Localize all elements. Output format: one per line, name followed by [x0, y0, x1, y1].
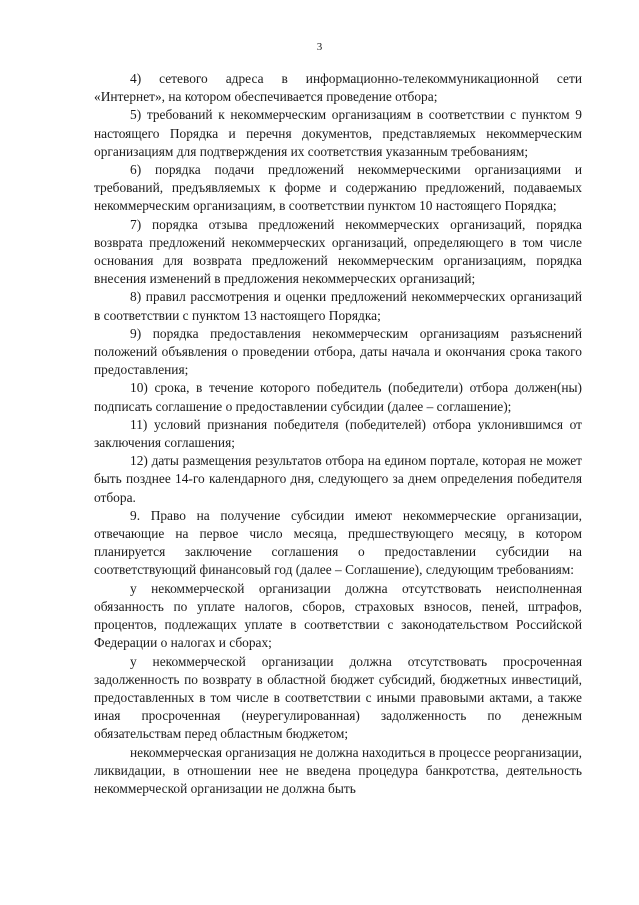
section-9-eligibility: 9. Право на получение субсидии имеют некоммерческие организации, отвечающие на первое число месяца, предшествующего месяцу, в котором планируется заключение соглашения о предоставлении субсидии на соответствующий финансовый год (далее – Соглашение), следующим требованиям:: [94, 507, 582, 578]
list-item-4-network-address: 4) сетевого адреса в информационно-телекоммуникационной сети «Интернет», на котором обеспечивается проведение отбора;: [94, 71, 582, 105]
list-item-10-signing-deadline: 10) срока, в течение которого победитель (победители) отбора должен(ны) подписать соглашение о предоставлении субсидии (далее – соглашение);: [94, 380, 582, 414]
list-item-8-evaluation-rules: 8) правил рассмотрения и оценки предложений некоммерческих организаций в соответствии с пунктом 13 настоящего Порядка;: [94, 289, 582, 323]
requirement-no-tax-debt: у некоммерческой организации должна отсутствовать неисполненная обязанность по уплате налогов, сборов, страховых взносов, пеней, штрафов, процентов, подлежащих уплате в соответствии с законодательством Российской Федерации о налогах и сборах;: [94, 580, 582, 651]
document-body: [94, 70, 582, 798]
requirement-no-reorganization: некоммерческая организация не должна находиться в процессе реорганизации, ликвидации, в отношении нее не введена процедура банкротства, деятельность некоммерческой организации не должна быть: [94, 744, 582, 796]
page-number: 3: [316, 41, 323, 53]
requirement-no-overdue-debt: у некоммерческой организации должна отсутствовать просроченная задолженность по возврату в областной бюджет субсидий, бюджетных инвестиций, предоставленных в том числе в соответствии с иными правовыми актами, а также иная просроченная (неурегулированная) задолженность по денежным обязательствам перед областным бюджетом;: [94, 653, 582, 742]
list-item-9-clarification-procedure: 9) порядка предоставления некоммерческим организациям разъяснений положений объявления о проведении отбора, даты начала и окончания срока такого предоставления;: [94, 325, 582, 378]
list-item-5-requirements: 5) требований к некоммерческим организациям в соответствии с пунктом 9 настоящего Порядка и перечня документов, представляемых некоммерческим организациям для подтверждения их соответствия указанным требованиям;: [94, 107, 582, 159]
list-item-7-withdrawal-procedure: 7) порядка отзыва предложений некоммерческих организаций, порядка возврата предложений некоммерческих организаций, определяющего в том числе основания для возврата предложений некоммерческим организациям, порядка внесения изменений в предложения некоммерческих организаций;: [94, 216, 582, 287]
list-item-12-results-date: 12) даты размещения результатов отбора на едином портале, которая не может быть позднее 14-го календарного дня, следующего за днем определения победителя отбора.: [94, 453, 582, 505]
list-item-11-evasion-conditions: 11) условий признания победителя (победителей) отбора уклонившимся от заключения соглашения;: [94, 416, 582, 451]
list-item-6-submission-procedure: 6) порядка подачи предложений некоммерческими организациями и требований, предъявляемых к форме и содержанию предложений, подаваемых некоммерческим организациям, в соответствии пунктом 10 настоящего Порядка;: [94, 162, 582, 214]
